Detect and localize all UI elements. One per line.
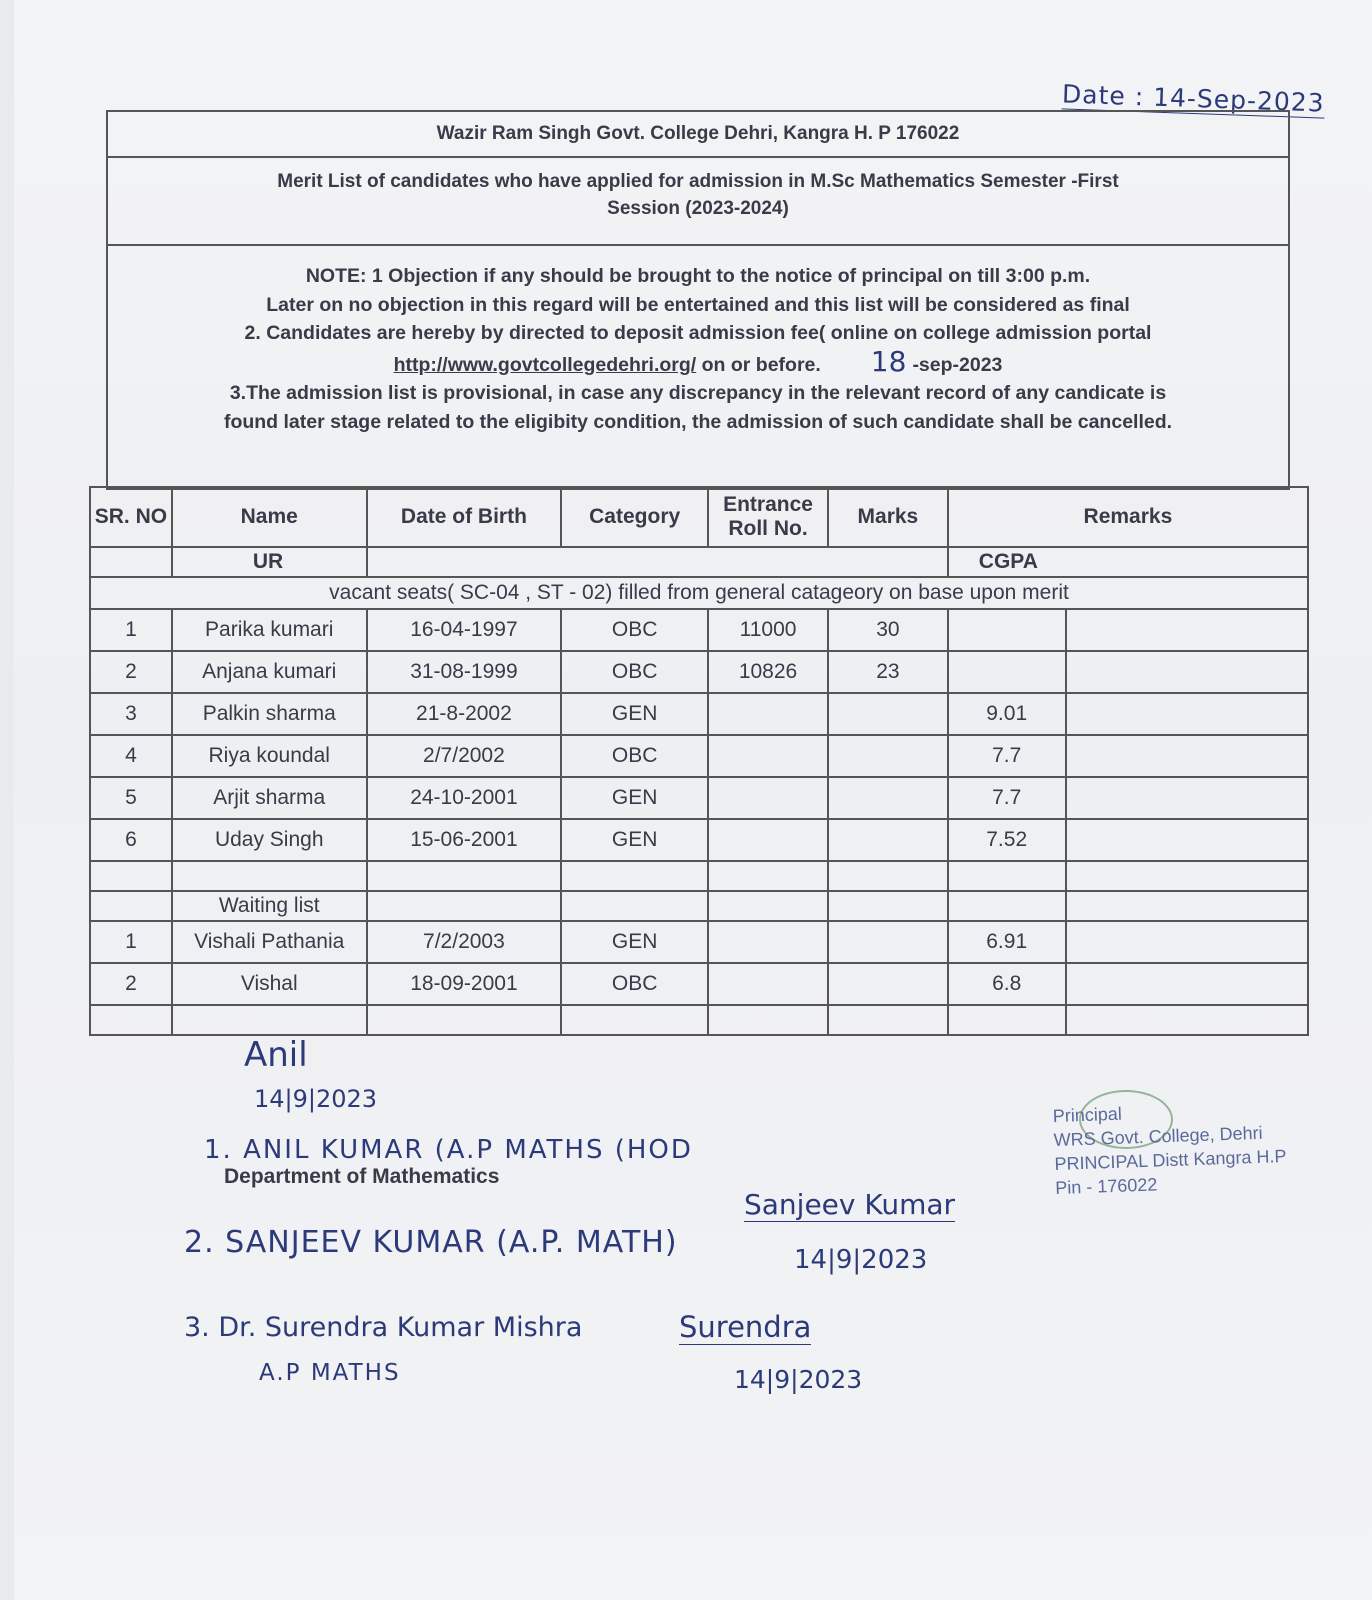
note-2-text: on or before. (696, 353, 821, 376)
cell-cgpa: 7.7 (948, 777, 1066, 819)
waiting-list-label: Waiting list (172, 891, 367, 921)
stamp-line4: Pin - 176022 (1054, 1174, 1158, 1199)
table-row (90, 963, 1308, 1005)
cell-dob: 18-09-2001 (367, 963, 562, 1005)
notes-section (108, 252, 1288, 436)
cell-dob: 7/2/2003 (367, 921, 562, 963)
cell-remarks (1066, 963, 1308, 1005)
note-3a: 3.The admission list is provisional, in case any discrepancy in the relevant record of any candicate is (229, 382, 1167, 404)
table-row (90, 651, 1308, 693)
cell-dob: 21-8-2002 (367, 693, 562, 735)
cell-cgpa: 9.01 (948, 693, 1066, 735)
department-label: Department of Mathematics (224, 1165, 500, 1188)
empty-cell (172, 1005, 367, 1035)
header-dob: Date of Birth (367, 487, 562, 547)
note-3b: found later stage related to the eligibity condition, the admission of such candidate shall be cancelled. (223, 410, 1173, 433)
empty-cell (708, 891, 828, 921)
empty-cell (561, 891, 708, 921)
empty-cell (90, 861, 172, 891)
cell-marks (828, 777, 948, 819)
stamp-line3: PRINCIPAL Distt Kangra H.P (1054, 1145, 1287, 1175)
cell-dob: 16-04-1997 (367, 609, 562, 651)
cell-marks (828, 963, 948, 1005)
cell-sr: 5 (90, 777, 172, 819)
header-name: Name (172, 487, 367, 547)
cell-roll (708, 819, 828, 861)
signature-2-date: 14|9|2023 (794, 1245, 928, 1275)
header-remarks: Remarks (948, 487, 1308, 547)
cell-category: OBC (561, 609, 708, 651)
table-header-row (90, 487, 1308, 547)
blank-row (90, 1005, 1308, 1035)
cell-cgpa: 6.8 (948, 963, 1066, 1005)
header-box (106, 110, 1290, 490)
handwritten-day: 18 (870, 344, 907, 378)
cell-remarks (1066, 693, 1308, 735)
sub-cgpa: CGPA (948, 547, 1308, 577)
cell-name: Vishal (172, 963, 367, 1005)
empty-cell (90, 1005, 172, 1035)
cell-category: OBC (561, 651, 708, 693)
cell-marks: 23 (828, 651, 948, 693)
college-name: Wazir Ram Singh Govt. College Dehri, Kangra H. P 176022 (108, 112, 1288, 158)
cell-cgpa: 7.52 (948, 819, 1066, 861)
signatory-3-name: 3. Dr. Surendra Kumar Mishra (184, 1312, 583, 1343)
cell-dob: 31-08-1999 (367, 651, 562, 693)
cell-roll (708, 963, 828, 1005)
cell-sr: 4 (90, 735, 172, 777)
empty-cell (948, 891, 1066, 921)
cell-roll: 11000 (708, 609, 828, 651)
portal-link[interactable]: http://www.govtcollegedehri.org/ (393, 353, 697, 376)
cell-category: GEN (561, 921, 708, 963)
sub-header-row (90, 547, 1308, 577)
empty-cell (1066, 861, 1308, 891)
cell-name: Vishali Pathania (172, 921, 367, 963)
signature-3-date: 14|9|2023 (734, 1365, 863, 1394)
cell-sr: 2 (90, 963, 172, 1005)
empty-cell (1066, 891, 1308, 921)
cell-cgpa (948, 609, 1066, 651)
cell-marks (828, 693, 948, 735)
cell-sr: 2 (90, 651, 172, 693)
cell-name: Riya koundal (172, 735, 367, 777)
empty-cell (367, 861, 562, 891)
merit-title-line1: Merit List of candidates who have applied for admission in M.Sc Mathematics Semester -First (277, 171, 1119, 192)
table-row (90, 609, 1308, 651)
empty-cell (172, 861, 367, 891)
cell-cgpa: 7.7 (948, 735, 1066, 777)
cell-roll: 10826 (708, 651, 828, 693)
principal-stamp (1052, 1096, 1287, 1200)
table-row (90, 735, 1308, 777)
empty-cell (828, 891, 948, 921)
sub-ur: UR (172, 547, 367, 577)
empty-cell (828, 861, 948, 891)
cell-remarks (1066, 609, 1308, 651)
empty-cell (828, 1005, 948, 1035)
signatory-2-name: 2. SANJEEV KUMAR (A.P. MATH) (184, 1225, 678, 1260)
vacant-seats-note: vacant seats( SC-04 , ST - 02) filled from general catageory on base upon merit (90, 577, 1308, 609)
cell-category: OBC (561, 963, 708, 1005)
header-marks: Marks (828, 487, 948, 547)
cell-marks (828, 819, 948, 861)
signatory-1-name: 1. ANIL KUMAR (A.P MATHS (HOD (204, 1135, 693, 1165)
signature-1-date: 14|9|2023 (254, 1085, 378, 1113)
cell-marks: 30 (828, 609, 948, 651)
note-2-date: -sep-2023 (912, 353, 1003, 376)
signature-2: Sanjeev Kumar (744, 1188, 956, 1221)
merit-title-line2: Session (2023-2024) (607, 198, 789, 219)
cell-remarks (1066, 651, 1308, 693)
cell-name: Anjana kumari (172, 651, 367, 693)
cell-name: Uday Singh (172, 819, 367, 861)
cell-category: GEN (561, 777, 708, 819)
empty-cell (948, 861, 1066, 891)
cell-remarks (1066, 921, 1308, 963)
merit-title (108, 158, 1288, 246)
empty-cell (367, 1005, 562, 1035)
cell-remarks (1066, 735, 1308, 777)
empty-cell (90, 891, 172, 921)
stamp-line2: WRS Govt. College, Dehri (1053, 1122, 1263, 1151)
cell-name: Parika kumari (172, 609, 367, 651)
note-2a: 2. Candidates are hereby by directed to deposit admission fee( online on college admission portal (244, 322, 1152, 344)
handwritten-date: Date : 14-Sep-2023 (1061, 79, 1326, 118)
table-row (90, 921, 1308, 963)
blank-row (90, 861, 1308, 891)
cell-sr: 1 (90, 609, 172, 651)
cell-category: GEN (561, 819, 708, 861)
merit-table (89, 486, 1309, 1036)
note-2b (108, 344, 1288, 380)
cell-roll (708, 693, 828, 735)
empty-cell (367, 891, 562, 921)
cell-sr: 6 (90, 819, 172, 861)
header-roll: Entrance Roll No. (708, 487, 828, 547)
table-row (90, 693, 1308, 735)
empty-cell (708, 861, 828, 891)
cell-roll (708, 735, 828, 777)
document-page (14, 0, 1372, 1600)
empty-cell (561, 1005, 708, 1035)
cell-remarks (1066, 777, 1308, 819)
signature-3: Surendra (679, 1310, 812, 1344)
note-1a: NOTE: 1 Objection if any should be brought to the notice of principal on till 3:00 p.m. (305, 265, 1091, 287)
cell-cgpa: 6.91 (948, 921, 1066, 963)
empty-cell (708, 1005, 828, 1035)
cell-roll (708, 777, 828, 819)
header-sr: SR. NO (90, 487, 172, 547)
table-row (90, 819, 1308, 861)
cell-dob: 15-06-2001 (367, 819, 562, 861)
cell-name: Palkin sharma (172, 693, 367, 735)
note-1b: Later on no objection in this regard will be entertained and this list will be considered as final (266, 293, 1130, 316)
cell-roll (708, 921, 828, 963)
merit-rows (90, 609, 1308, 861)
cell-dob: 24-10-2001 (367, 777, 562, 819)
signatory-3-title: A.P MATHS (259, 1360, 401, 1386)
cell-name: Arjit sharma (172, 777, 367, 819)
empty-cell (90, 547, 172, 577)
waiting-label-row (90, 891, 1308, 921)
vacant-row (90, 577, 1308, 609)
table-row (90, 777, 1308, 819)
empty-cell (367, 547, 948, 577)
empty-cell (948, 1005, 1066, 1035)
waiting-rows (90, 921, 1308, 1005)
cell-marks (828, 735, 948, 777)
signature-1: Anil (244, 1035, 308, 1075)
cell-sr: 1 (90, 921, 172, 963)
header-category: Category (561, 487, 708, 547)
cell-remarks (1066, 819, 1308, 861)
empty-cell (561, 861, 708, 891)
stamp-line1: Principal (1052, 1103, 1123, 1127)
cell-marks (828, 921, 948, 963)
cell-category: OBC (561, 735, 708, 777)
cell-dob: 2/7/2002 (367, 735, 562, 777)
cell-sr: 3 (90, 693, 172, 735)
empty-cell (1066, 1005, 1308, 1035)
cell-category: GEN (561, 693, 708, 735)
cell-cgpa (948, 651, 1066, 693)
